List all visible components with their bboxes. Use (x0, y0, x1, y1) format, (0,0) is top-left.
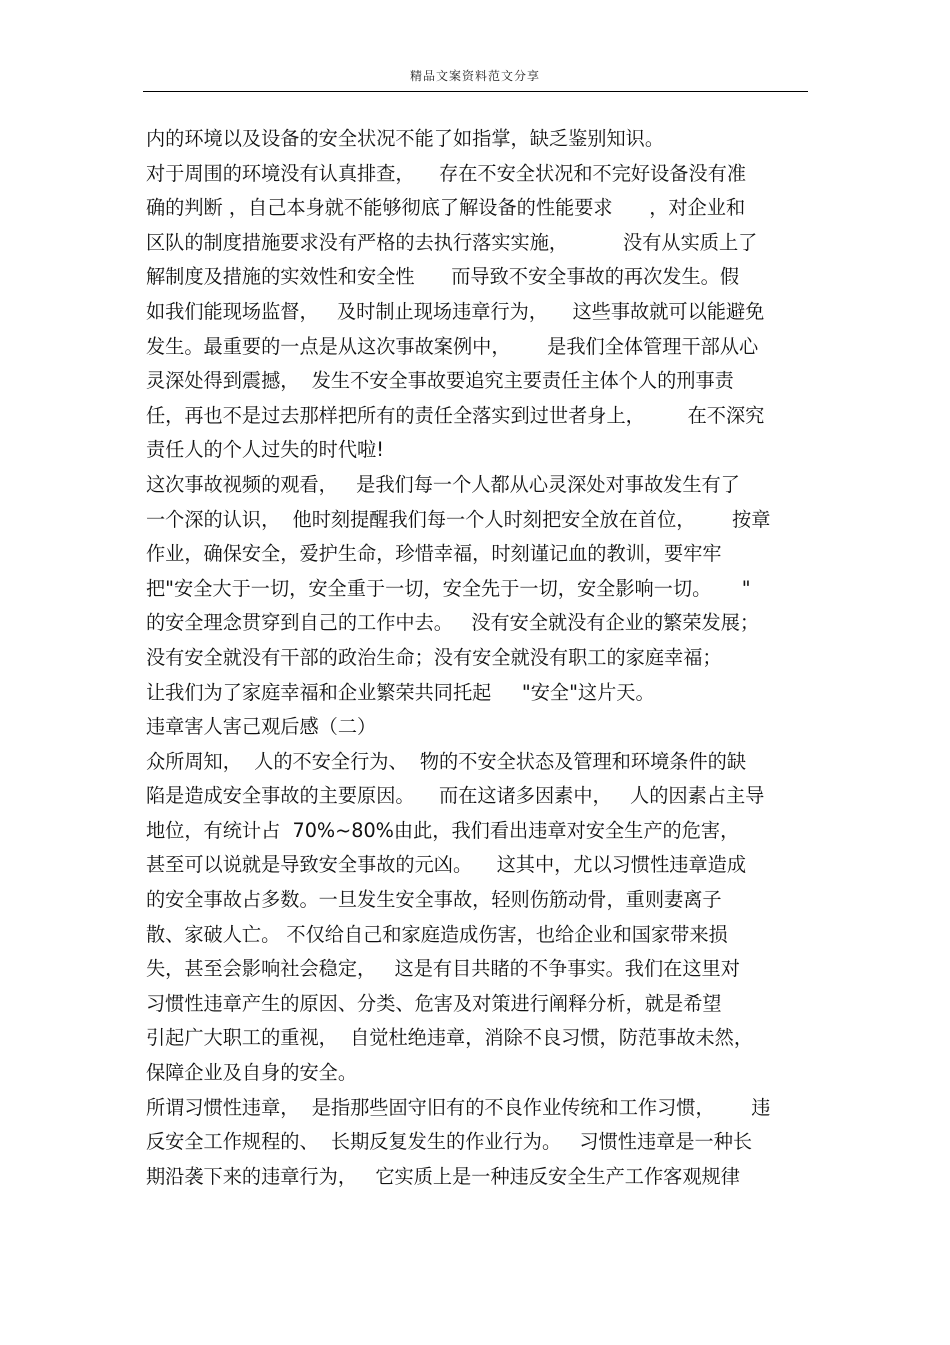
text-line: 任，再也不是过去那样把所有的责任全落实到过世者身上， 在不深究 (146, 403, 765, 427)
page-header-title: 精品文案资料范文分享 (409, 69, 540, 83)
text-line: 确的判断 ，自己本身就不能够彻底了解设备的性能要求 ，对企业和 (146, 196, 746, 220)
text-line: 保障企业及自身的安全。 (146, 1061, 358, 1085)
text-line: 一个深的认识， 他时刻提醒我们每一个人时刻把安全放在首位， 按章 (146, 507, 771, 531)
text-line: 把"安全大于一切，安全重于一切，安全先于一切，安全影响一切。 " (146, 576, 751, 600)
text-line: 如我们能现场监督， 及时制止现场违章行为， 这些事故就可以能避免 (146, 299, 765, 323)
text-line: 让我们为了家庭幸福和企业繁荣共同托起 "安全"这片天。 (146, 680, 655, 704)
section-heading: 违章害人害己观后感（二） (146, 715, 377, 739)
text-line: 内的环境以及设备的安全状况不能了如指掌，缺乏鉴别知识。 (146, 127, 665, 150)
text-line: 没有安全就没有干部的政治生命；没有安全就没有职工的家庭幸福； (146, 645, 722, 669)
text-line: 期沿袭下来的违章行为， 它实质上是一种违反安全生产工作客观规律 (146, 1164, 740, 1188)
text-line: 这次事故视频的观看， 是我们每一个人都从心灵深处对事故发生有了 (146, 472, 740, 496)
text-line: 众所周知， 人的不安全行为、 物的不安全状态及管理和环境条件的缺 (146, 749, 747, 773)
text-line: 引起广大职工的重视， 自觉杜绝违章，消除不良习惯，防范事故未然， (146, 1026, 754, 1050)
text-line: 灵深处得到震撼， 发生不安全事故要追究主要责任主体个人的刑事责 (146, 369, 734, 393)
text-line: 作业，确保安全，爱护生命，珍惜幸福，时刻谨记血的教训，要牢牢 (146, 542, 722, 566)
text-line: 所谓习惯性违章， 是指那些固守旧有的不良作业传统和工作习惯， 违 (146, 1095, 771, 1119)
text-line: 责任人的个人过失的时代啦! (146, 438, 384, 462)
text-line: 陷是造成安全事故的主要原因。 而在这诸多因素中， 人的因素占主导 (146, 784, 765, 808)
text-line: 甚至可以说就是导致安全事故的元凶。 这其中，尤以习惯性违章造成 (146, 853, 747, 877)
text-line: 解制度及措施的实效性和安全性 而导致不安全事故的再次发生。假 (146, 265, 740, 289)
text-line: 地位，有统计占 70%~80%由此，我们看出违章对安全生产的危害， (146, 818, 740, 842)
text-line: 的安全理念贯穿到自己的工作中去。 没有安全就没有企业的繁荣发展； (146, 611, 760, 635)
text-line: 失，甚至会影响社会稳定， 这是有目共睹的不争事实。我们在这里对 (146, 957, 740, 981)
text-line: 习惯性违章产生的原因、分类、危害及对策进行阐释分析，就是希望 (146, 991, 722, 1015)
text-line: 对于周围的环境没有认真排查， 存在不安全状况和不完好设备没有准 (146, 161, 747, 185)
header-divider (143, 91, 808, 92)
text-line: 的安全事故占多数。一旦发生安全事故，轻则伤筋动骨，重则妻离子 (146, 888, 722, 912)
text-line: 区队的制度措施要求没有严格的去执行落实实施， 没有从实质上了 (146, 230, 758, 254)
text-line: 发生。最重要的一点是从这次事故案例中， 是我们全体管理干部从心 (146, 334, 759, 358)
text-line: 反安全工作规程的、 长期反复发生的作业行为。 习惯性违章是一种长 (146, 1130, 753, 1154)
text-line: 散、家破人亡。 不仅给自己和家庭造成伤害，也给企业和国家带来损 (146, 922, 728, 946)
document-body (146, 122, 811, 1194)
